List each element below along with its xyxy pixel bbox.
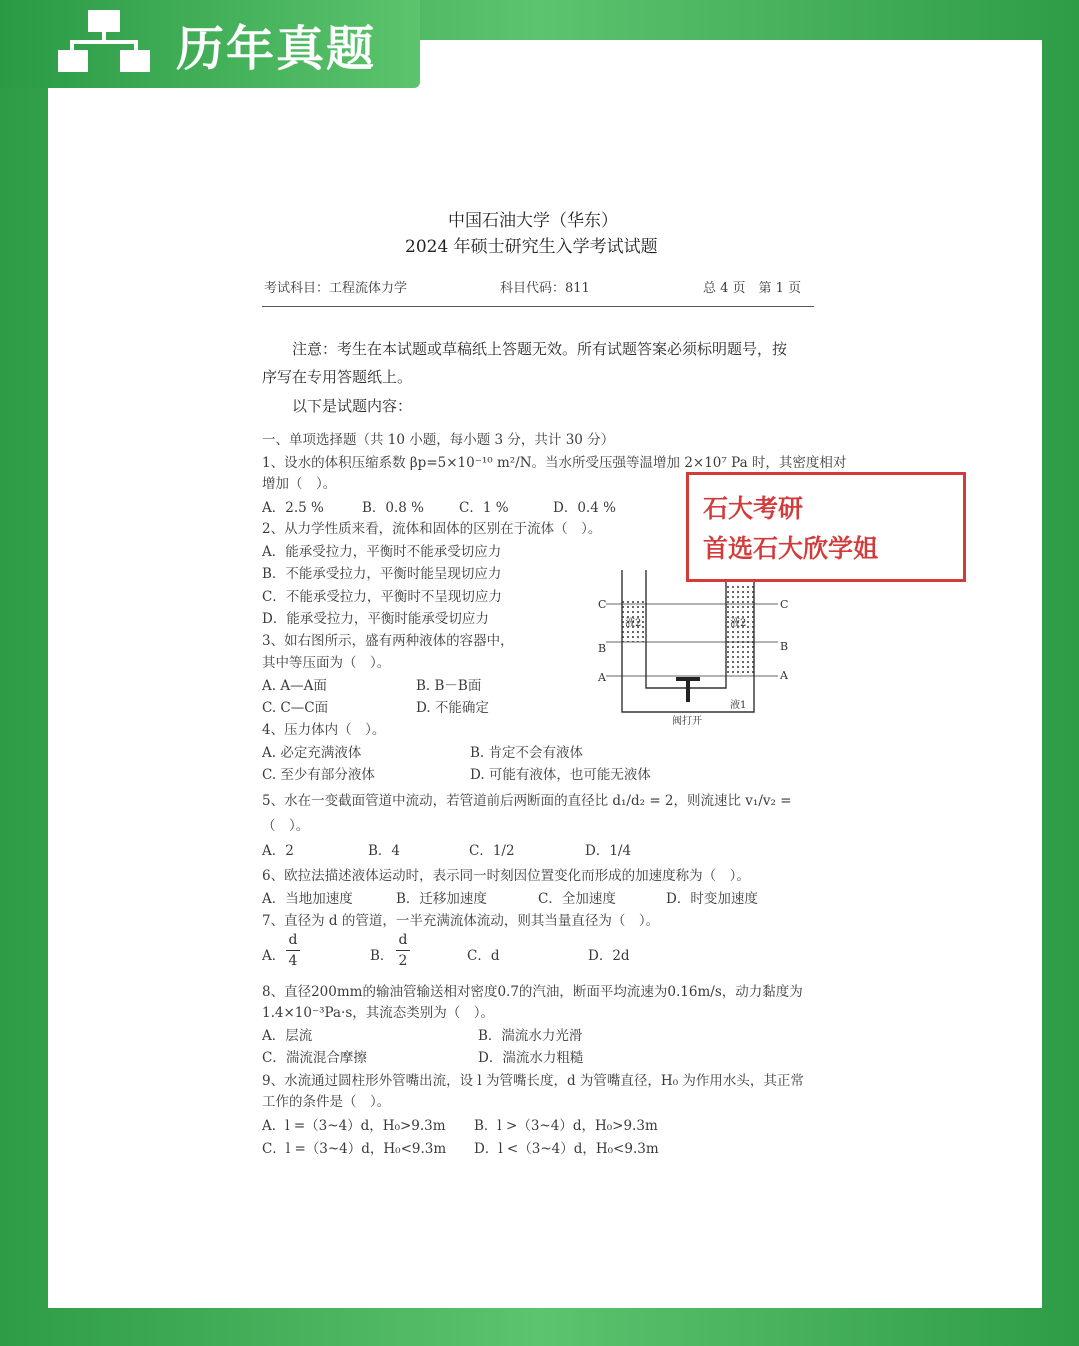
exam-title: 2024 年硕士研究生入学考试试题 — [405, 237, 658, 257]
q7-option-c: C．d — [467, 948, 500, 964]
q6-option-a: A．当地加速度 — [262, 891, 353, 907]
q7-a-denominator: 4 — [288, 953, 298, 969]
q9-option-c: C．l =（3~4）d，H₀<9.3m — [262, 1141, 447, 1157]
q8-line-1: 8、直径200mm的输油管输送相对密度0.7的汽油，断面平均流速为0.16m/s，动力黏度为 — [262, 984, 803, 1000]
q6-option-c: C．全加速度 — [538, 891, 616, 907]
q9-option-a: A．l =（3~4）d，H₀>9.3m — [262, 1118, 446, 1134]
q9-option-b: B．l >（3~4）d，H₀>9.3m — [474, 1118, 658, 1134]
q2-text: 2、从力学性质来看，流体和固体的区别在于流体（ ）。 — [262, 521, 602, 537]
q4-option-b: B. 肯定不会有液体 — [470, 745, 584, 761]
q8-line-2: 1.4×10⁻³Pa·s，其流态类别为（ ）。 — [262, 1005, 494, 1021]
q1-line-2: 增加（ ）。 — [262, 476, 337, 492]
q9-line-1: 9、水流通过圆柱形外管嘴出流，设 l 为管嘴长度，d 为管嘴直径，H₀ 为作用水头，其正常 — [262, 1073, 804, 1089]
label-a-right: A — [780, 669, 788, 682]
q4-text: 4、压力体内（ ）。 — [262, 722, 386, 738]
u-tube-figure — [592, 566, 792, 730]
q3-line-1: 3、如右图所示，盛有两种液体的容器中， — [262, 633, 514, 649]
q6-option-b: B．迁移加速度 — [396, 891, 487, 907]
q7-text: 7、直径为 d 的管道，一半充满流体流动，则其当量直径为（ ）。 — [262, 913, 660, 929]
q9-option-d: D．l <（3~4）d，H₀<9.3m — [474, 1141, 659, 1157]
q6-option-d: D．时变加速度 — [666, 891, 758, 907]
q3-option-d: D. 不能确定 — [416, 700, 489, 716]
q2-option-c: C．不能承受拉力，平衡时不呈现切应力 — [262, 589, 502, 605]
stamp-line-1: 石大考研 — [703, 494, 804, 523]
q5-line-2: （ ）。 — [262, 818, 310, 834]
q3-option-b: B. B－B面 — [416, 678, 482, 694]
q2-option-b: B．不能承受拉力，平衡时能呈现切应力 — [262, 566, 502, 582]
label-b-left: B — [598, 642, 607, 655]
intro-text: 以下是试题内容： — [292, 397, 413, 415]
q8-option-a: A．层流 — [262, 1028, 313, 1044]
section-heading: 一、单项选择题（共 10 小题，每小题 3 分，共计 30 分） — [262, 432, 615, 448]
notice-line-2: 序写在专用答题纸上。 — [262, 368, 413, 386]
q4-option-d: D. 可能有液体，也可能无液体 — [470, 767, 651, 783]
q7-b-denominator: 2 — [398, 953, 408, 969]
q4-option-c: C. 至少有部分液体 — [262, 767, 375, 783]
school-name: 中国石油大学（华东） — [448, 211, 618, 231]
q5-option-a: A．2 — [262, 843, 294, 859]
q7-option-a-fraction — [286, 932, 300, 969]
q3-option-c: C. C—C面 — [262, 700, 329, 716]
q2-option-a: A．能承受拉力，平衡时不能承受切应力 — [262, 544, 502, 560]
notice-line-1: 注意：考生在本试题或草稿纸上答题无效。所有试题答案必须标明题号，按 — [292, 340, 788, 358]
q2-option-d: D．能承受拉力，平衡时能承受切应力 — [262, 611, 489, 627]
header-rule — [262, 306, 814, 307]
label-c-right: C — [780, 598, 789, 611]
q1-option-c: C．1 % — [459, 500, 509, 516]
q5-line-1: 5、水在一变截面管道中流动，若管道前后两断面的直径比 d₁/d₂ = 2，则流速比 v₁/v₂ = — [262, 793, 792, 809]
q1-option-d: D．0.4 % — [553, 500, 616, 516]
q3-line-2: 其中等压面为（ ）。 — [262, 655, 391, 671]
q8-option-d: D．湍流水力粗糙 — [478, 1050, 584, 1066]
liquid2-right-label: 液2 — [730, 618, 747, 629]
liquid2-left-label: 液2 — [625, 618, 642, 629]
label-a-left: A — [598, 671, 606, 684]
q7-option-b-fraction — [396, 932, 410, 969]
q7-b-numerator: d — [398, 932, 408, 948]
q8-option-b: B．湍流水力光滑 — [478, 1028, 583, 1044]
q7-option-d: D．2d — [588, 948, 630, 964]
q1-option-a: A．2.5 % — [262, 500, 324, 516]
exam-code: 科目代码：811 — [500, 281, 590, 296]
q7-option-a: A． — [262, 948, 286, 964]
stamp-line-2: 首选石大欣学姐 — [703, 534, 879, 563]
label-b-right: B — [780, 640, 789, 653]
q6-text: 6、欧拉法描述液体运动时，表示同一时刻因位置变化而形成的加速度称为（ ）。 — [262, 868, 750, 884]
q1-option-b: B．0.8 % — [362, 500, 425, 516]
valve-symbol — [676, 679, 700, 702]
liquid1-label: 液1 — [730, 700, 747, 711]
q5-option-d: D．1/4 — [585, 843, 632, 859]
exam-pages: 总 4 页 第 1 页 — [703, 281, 802, 296]
q1-line-1: 1、设水的体积压缩系数 βp=5×10⁻¹⁰ m²/N。当水所受压强等温增加 2×10⁷ Pa 时，其密度相对 — [262, 455, 847, 471]
q8-option-c: C．湍流混合摩擦 — [262, 1050, 367, 1066]
liquid2-right-region — [726, 584, 754, 676]
q5-option-b: B．4 — [368, 843, 401, 859]
q3-option-a: A. A—A面 — [262, 678, 327, 694]
exam-subject: 考试科目：工程流体力学 — [264, 281, 408, 296]
promo-stamp — [686, 472, 966, 582]
label-c-left: C — [598, 598, 607, 611]
q4-option-a: A. 必定充满液体 — [262, 745, 362, 761]
valve-label: 阀打开 — [672, 716, 702, 727]
q7-option-b: B． — [370, 948, 394, 964]
q9-line-2: 工作的条件是（ ）。 — [262, 1094, 391, 1110]
header-title: 历年真题 — [176, 21, 377, 77]
q7-a-numerator: d — [288, 932, 298, 948]
q5-option-c: C．1/2 — [469, 843, 515, 859]
